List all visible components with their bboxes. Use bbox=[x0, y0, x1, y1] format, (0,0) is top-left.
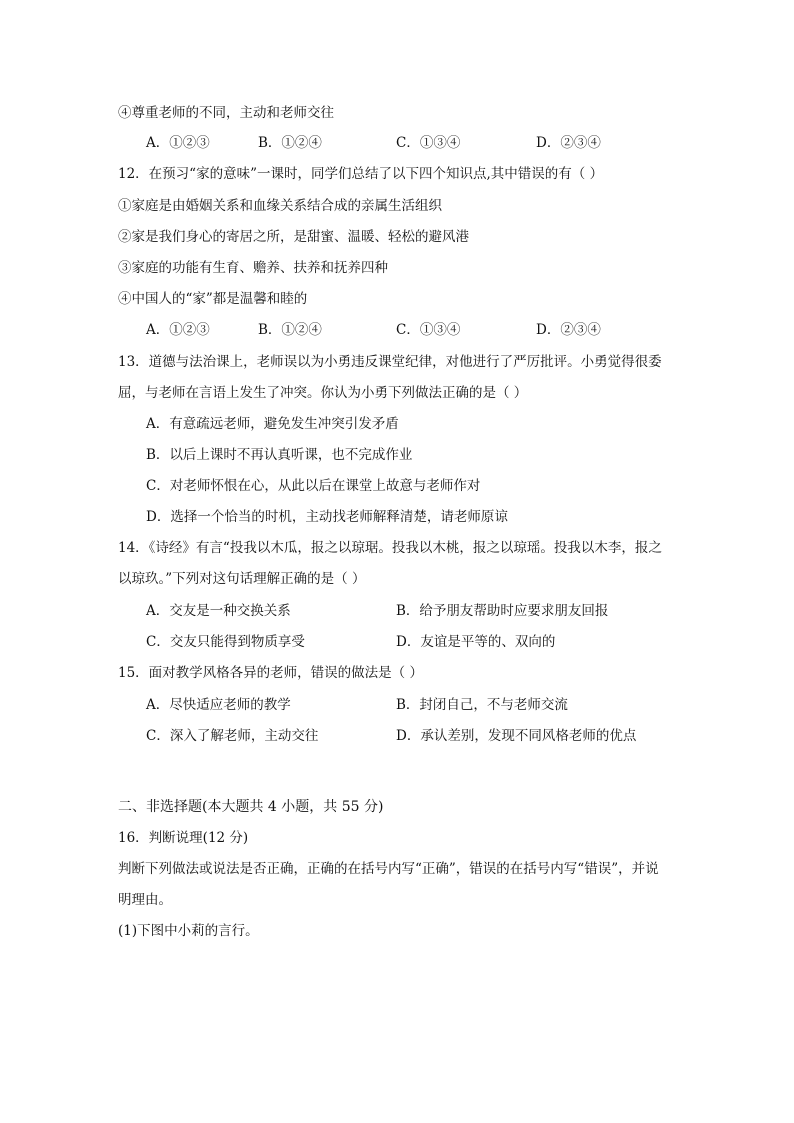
q13-stem-line-1: 13．道德与法治课上，老师误以为小勇违反课堂纪律，对他进行了严厉批评。小勇觉得很委 bbox=[118, 354, 662, 370]
q12-option-a: A．①②③ bbox=[146, 322, 210, 338]
q12-item-4: ④中国人的“家”都是温馨和睦的 bbox=[118, 291, 308, 307]
q15-option-b: B．封闭自己，不与老师交流 bbox=[396, 697, 568, 713]
q12-item-1: ①家庭是由婚姻关系和血缘关系结合成的亲属生活组织 bbox=[118, 198, 442, 214]
q14-option-d: D．友谊是平等的、双向的 bbox=[396, 634, 556, 650]
q14-option-c: C．交友只能得到物质享受 bbox=[146, 634, 305, 650]
q15-options-row-1 bbox=[146, 695, 706, 715]
q13-stem-line-2: 屈，与老师在言语上发生了冲突。你认为小勇下列做法正确的是（ ） bbox=[118, 385, 528, 401]
q12-item-2: ②家是我们身心的寄居之所，是甜蜜、温暖、轻松的避风港 bbox=[118, 229, 469, 245]
q16-instruction-line-1: 判断下列做法或说法是否正确，正确的在括号内写“正确”，错误的在括号内写“错误”，并说 bbox=[118, 861, 659, 877]
q12-option-d: D．②③④ bbox=[536, 322, 601, 338]
q11-item-4: ④尊重老师的不同，主动和老师交往 bbox=[118, 105, 334, 121]
q12-option-c: C．①③④ bbox=[396, 322, 461, 338]
q15-options-row-2 bbox=[146, 726, 706, 746]
q12-item-3: ③家庭的功能有生育、赡养、扶养和抚养四种 bbox=[118, 260, 388, 276]
q13-option-d: D．选择一个恰当的时机，主动找老师解释清楚，请老师原谅 bbox=[146, 509, 508, 525]
q13-option-a: A．有意疏远老师，避免发生冲突引发矛盾 bbox=[146, 416, 399, 432]
q14-stem-line-1: 14．《诗经》有言“投我以木瓜，报之以琼琚。投我以木桃，报之以琼瑶。投我以木李，报之 bbox=[118, 540, 662, 556]
q14-options-row-2 bbox=[146, 632, 706, 652]
q14-option-b: B．给予朋友帮助时应要求朋友回报 bbox=[396, 603, 609, 619]
q13-option-b: B．以后上课时不再认真听课，也不完成作业 bbox=[146, 447, 413, 463]
q16-sub-1: (1)下图中小莉的言行。 bbox=[118, 923, 259, 939]
q15-option-a: A．尽快适应老师的教学 bbox=[146, 697, 291, 713]
q11-option-a: A．①②③ bbox=[146, 135, 210, 151]
q15-option-d: D．承认差别，发现不同风格老师的优点 bbox=[396, 728, 637, 744]
q12-options bbox=[146, 320, 706, 340]
q11-option-c: C．①③④ bbox=[396, 135, 461, 151]
q11-options bbox=[146, 133, 706, 153]
q13-option-c: C．对老师怀恨在心，从此以后在课堂上故意与老师作对 bbox=[146, 478, 481, 494]
q14-options-row-1 bbox=[146, 601, 706, 621]
q14-option-a: A．交友是一种交换关系 bbox=[146, 603, 291, 619]
q11-option-d: D．②③④ bbox=[536, 135, 601, 151]
q15-stem: 15．面对教学风格各异的老师，错误的做法是（ ） bbox=[118, 665, 423, 681]
q14-stem-line-2: 以琼玖。”下列对这句话理解正确的是（ ） bbox=[118, 571, 366, 587]
section-2-heading: 二、非选择题(本大题共 4 小题，共 55 分) bbox=[118, 799, 384, 815]
q12-option-b: B．①②④ bbox=[258, 322, 322, 338]
q16-instruction-line-2: 明理由。 bbox=[118, 892, 172, 908]
q11-option-b: B．①②④ bbox=[258, 135, 322, 151]
q16-title: 16．判断说理(12 分) bbox=[118, 830, 249, 846]
q12-stem: 12．在预习“家的意味”一课时，同学们总结了以下四个知识点,其中错误的有（ ） bbox=[118, 166, 604, 182]
q15-option-c: C．深入了解老师，主动交往 bbox=[146, 728, 319, 744]
